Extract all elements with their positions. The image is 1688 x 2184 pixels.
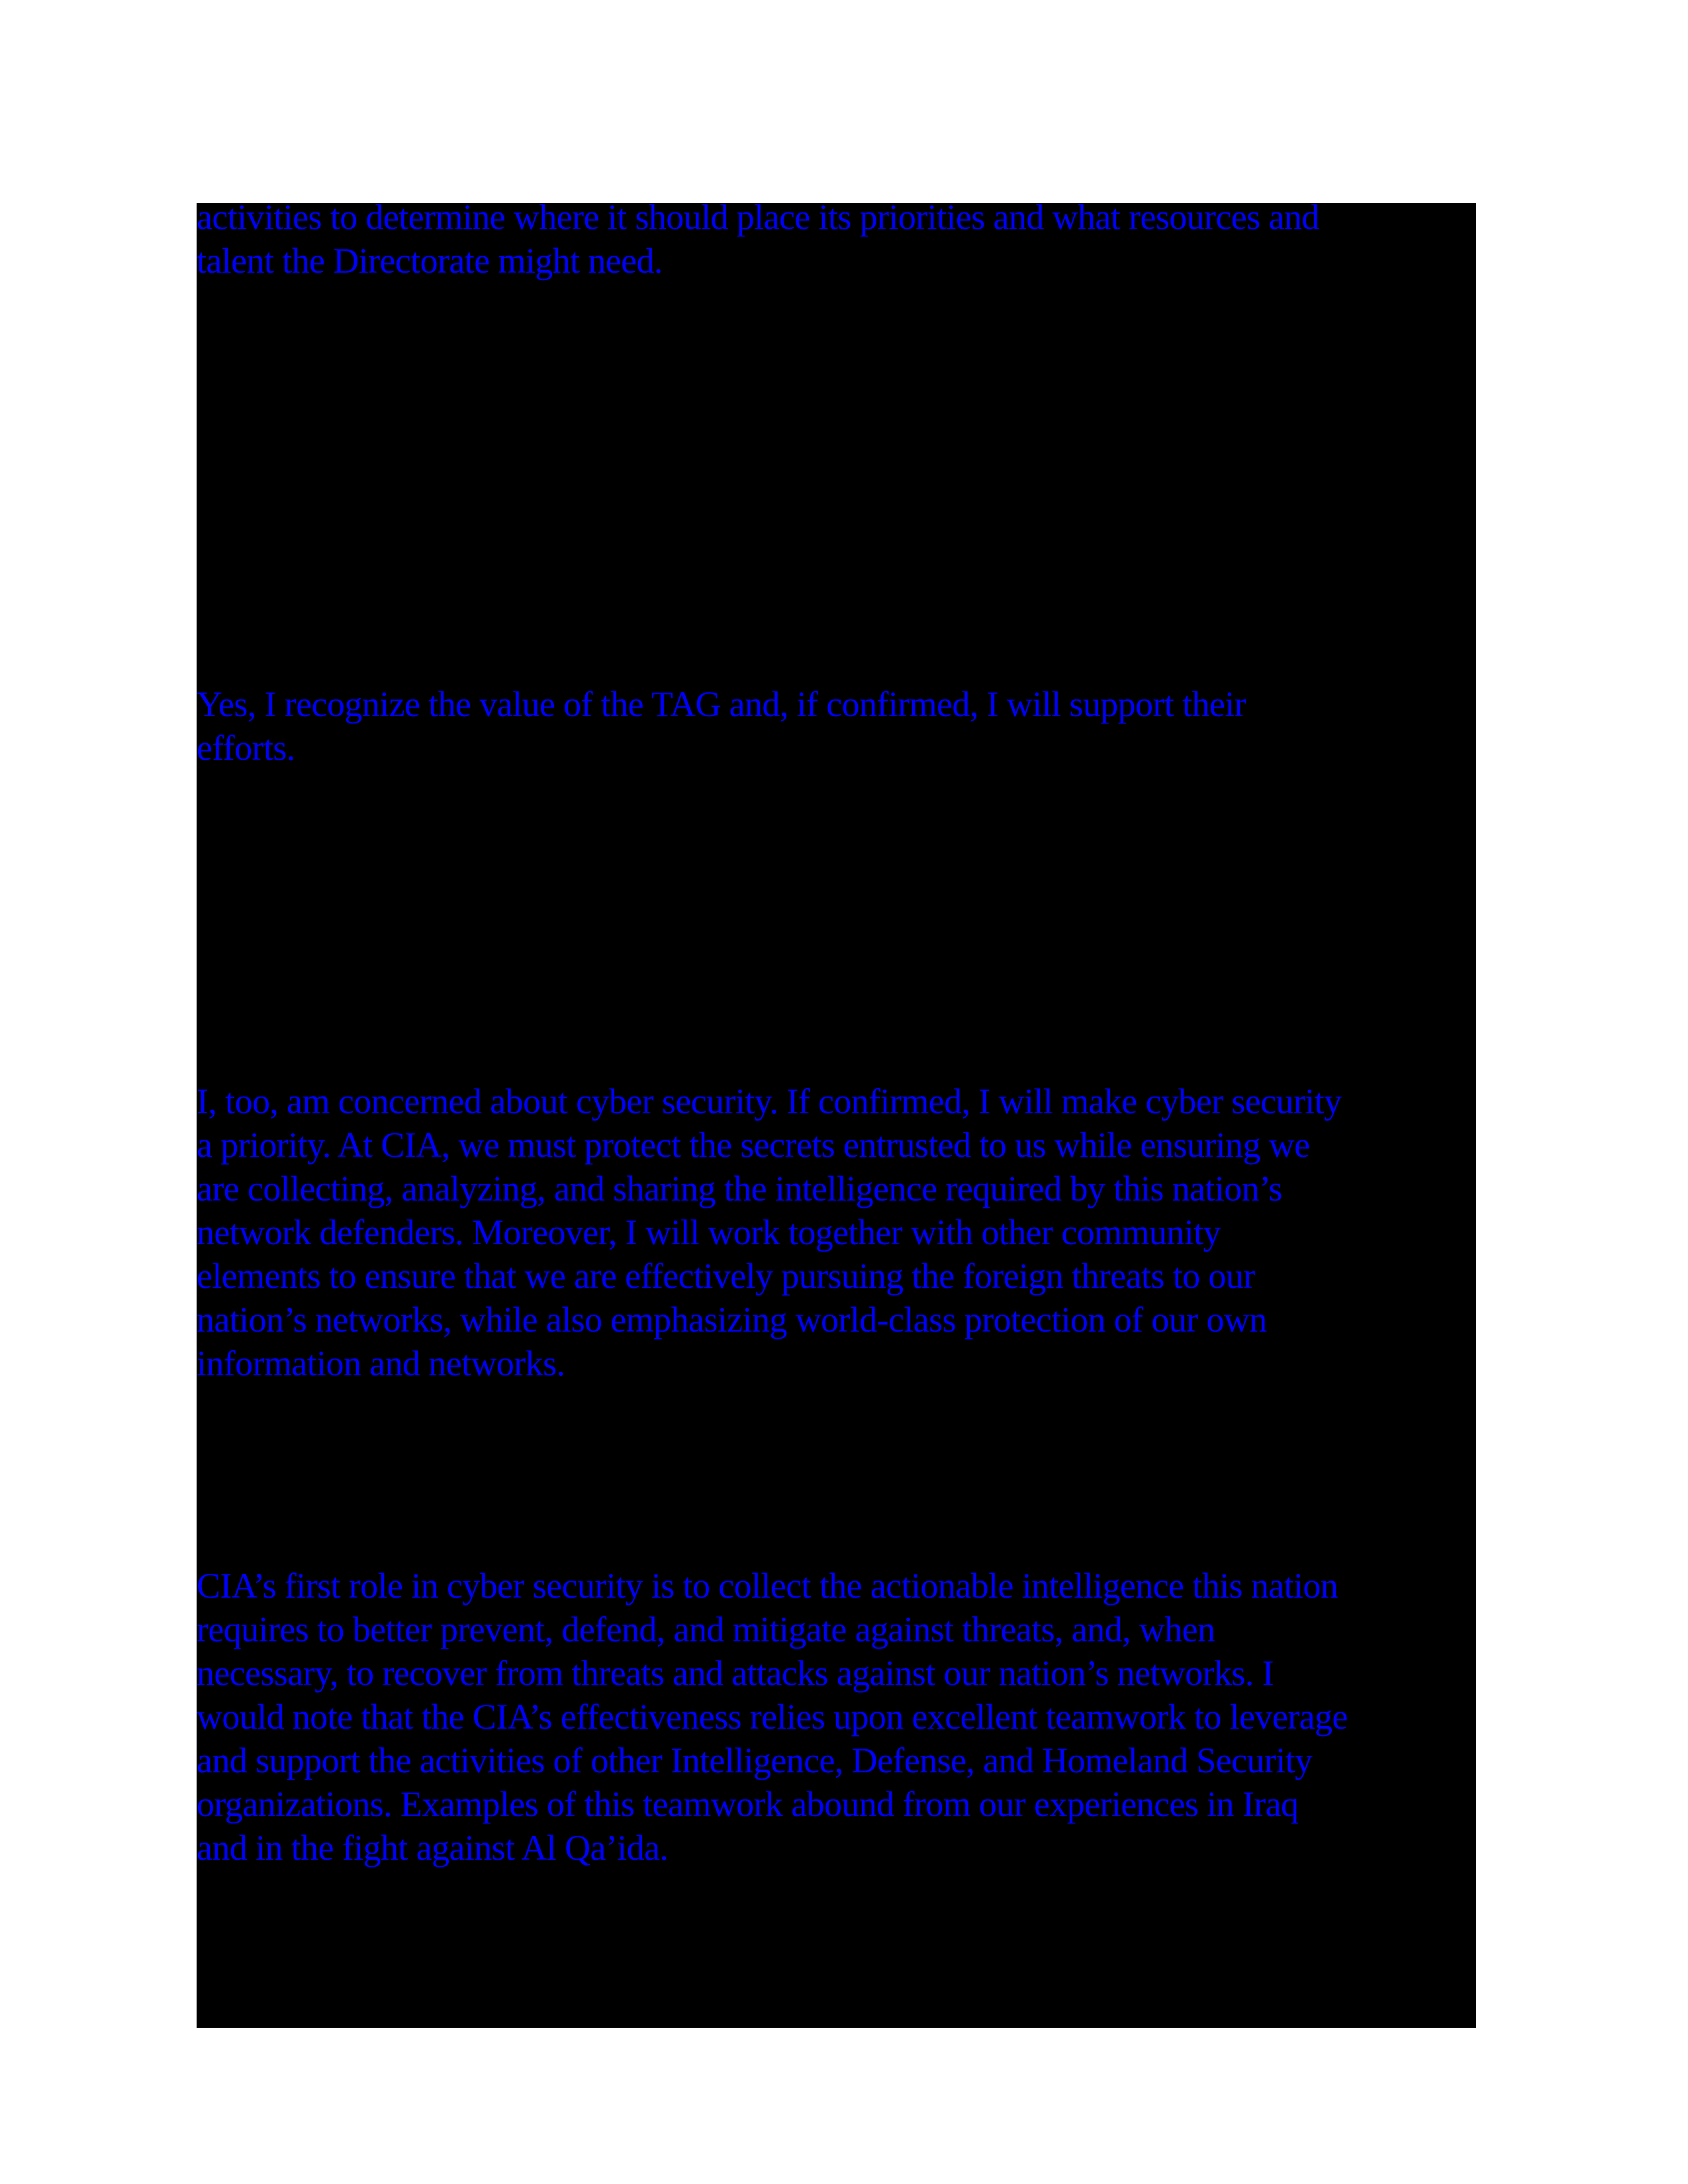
text-line: CIA’s first role in cyber security is to collect the actionable intelligence this nation	[197, 1566, 1338, 1606]
answer-paragraph-cyber-concern	[197, 1079, 1342, 1385]
answer-paragraph-cia-role	[197, 1564, 1348, 1870]
text-line: activities to determine where it should place its priorities and what resources and	[197, 197, 1319, 237]
text-line: I, too, am concerned about cyber security. If confirmed, I will make cyber security	[197, 1081, 1342, 1121]
text-line: efforts.	[197, 728, 295, 768]
text-line: requires to better prevent, defend, and mitigate against threats, and, when	[197, 1610, 1215, 1649]
text-line: network defenders. Moreover, I will work together with other community	[197, 1212, 1221, 1252]
text-line: a priority. At CIA, we must protect the secrets entrusted to us while ensuring we	[197, 1125, 1310, 1165]
text-line: nation’s networks, while also emphasizing world-class protection of our own	[197, 1300, 1267, 1340]
text-line: elements to ensure that we are effectively pursuing the foreign threats to our	[197, 1256, 1255, 1296]
text-line: and in the fight against Al Qa’ida.	[197, 1828, 669, 1868]
text-line: organizations. Examples of this teamwork abound from our experiences in Iraq	[197, 1784, 1299, 1824]
text-line: necessary, to recover from threats and attacks against our nation’s networks. I	[197, 1653, 1274, 1693]
text-line: are collecting, analyzing, and sharing the intelligence required by this nation’s	[197, 1169, 1282, 1208]
text-line: and support the activities of other Intelligence, Defense, and Homeland Security	[197, 1741, 1313, 1780]
text-line: talent the Directorate might need.	[197, 241, 663, 281]
text-line: Yes, I recognize the value of the TAG and, if confirmed, I will support their	[197, 684, 1246, 724]
answer-paragraph-continued	[197, 195, 1319, 283]
text-line: information and networks.	[197, 1343, 565, 1383]
answer-paragraph-tag	[197, 682, 1246, 770]
text-line: would note that the CIA’s effectiveness relies upon excellent teamwork to leverage	[197, 1697, 1348, 1737]
